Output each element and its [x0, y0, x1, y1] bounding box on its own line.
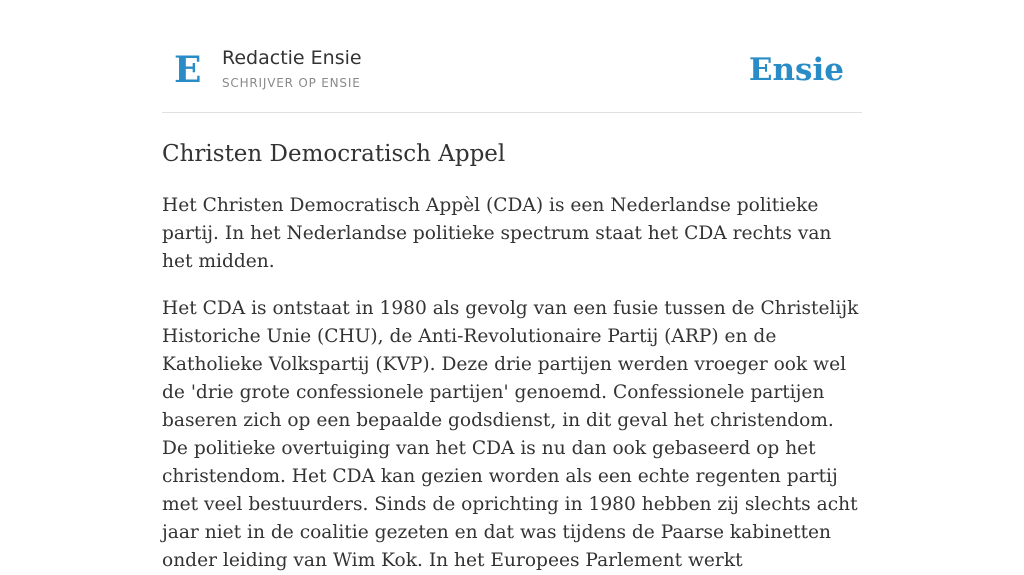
brand-logo[interactable]: Ensie [748, 52, 844, 88]
author-logo[interactable]: E [174, 49, 202, 91]
author-name[interactable]: Redactie Ensie [222, 47, 362, 69]
article-paragraph-1: Het Christen Democratisch Appèl (CDA) is een Nederlandse politieke partij. In het Nederlandse politieke spectrum staat het CDA rechts van het midden. [162, 195, 832, 272]
article-container [162, 0, 862, 575]
author-header [162, 0, 862, 113]
article-title: Christen Democratisch Appel [162, 141, 506, 167]
article-paragraph-2: Het CDA is ontstaat in 1980 als gevolg van een fusie tussen de Christelijk Historiche Unie (CHU), de Anti-Revolutionaire Partij (ARP) en de Katholieke Volkspartij (KVP). Deze drie partijen werden vroeger ook wel de 'drie grote confessionele partijen' genoemd. Confessionele partijen baseren zich op een bepaalde godsdienst, in dit geval het christendom. De politieke overtuiging van het CDA is nu dan ook gebaseerd op het christendom. Het CDA kan gezien worden als een echte regenten partij met veel bestuurders. Sinds de oprichting in 1980 hebben zij slechts acht jaar niet in de coalitie gezeten en dat was tijdens de Paarse kabinetten onder leiding van Wim Kok. In het Europees Parlement werkt [162, 298, 859, 571]
author-role: SCHRIJVER OP ENSIE [222, 76, 361, 90]
